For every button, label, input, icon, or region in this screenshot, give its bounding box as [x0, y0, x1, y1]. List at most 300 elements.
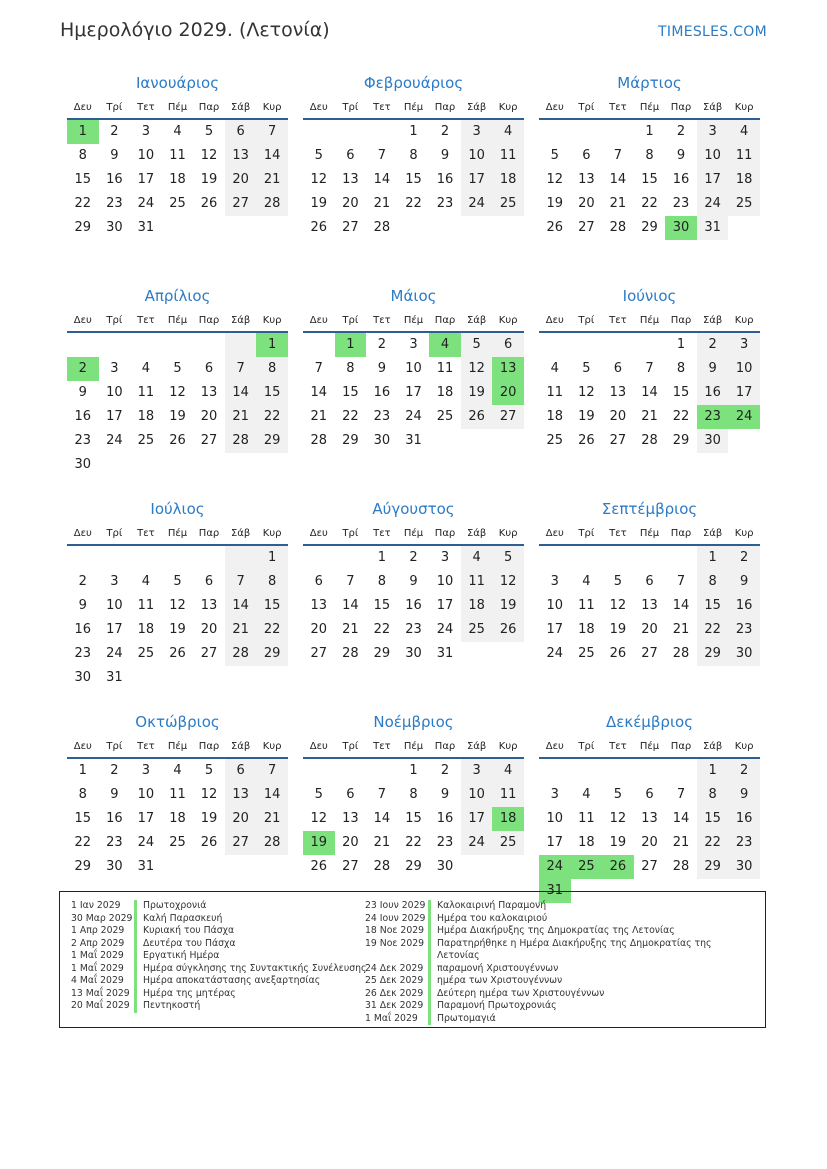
- day-cell: 2: [728, 546, 760, 570]
- legend-date: 19 Νοε 2029: [365, 937, 425, 949]
- day-cell: 14: [310, 385, 328, 400]
- empty-day-cell: [130, 546, 162, 570]
- day-cell: 30: [728, 642, 760, 666]
- empty-day-cell: [225, 216, 257, 240]
- empty-day-cell: [67, 333, 99, 357]
- weekday-label: Τετ: [137, 740, 155, 752]
- day-cell: 13: [578, 172, 595, 187]
- weekday-label: Κυρ: [498, 314, 518, 326]
- month-name: Οκτώβριος: [135, 713, 220, 731]
- day-cell: 25: [492, 192, 524, 216]
- legend-name: Ημέρα αποκατάστασης ανεξαρτησίας: [143, 975, 321, 986]
- day-cell: 20: [200, 622, 218, 637]
- day-cell: 18: [492, 168, 524, 192]
- day-cell: 3: [728, 333, 760, 357]
- day-cell: 17: [697, 168, 729, 192]
- empty-day-cell: [461, 642, 493, 666]
- day-cell: 19: [200, 172, 218, 187]
- day-cell: 5: [492, 546, 524, 570]
- day-cell: 21: [609, 196, 627, 211]
- empty-day-cell: [193, 453, 225, 477]
- day-cell: 24: [728, 405, 760, 429]
- weekday-label: Τετ: [373, 101, 391, 113]
- day-cell: 27: [492, 405, 524, 429]
- day-cell: 6: [645, 574, 654, 589]
- day-cell: 20: [200, 409, 218, 424]
- day-cell: 24: [539, 855, 571, 879]
- days-grid: [67, 120, 288, 240]
- day-cell: 12: [461, 357, 493, 381]
- legend-date: 1 Μαΐ 2029: [71, 962, 124, 974]
- weekday-label: Παρ: [198, 740, 220, 752]
- legend-date: 13 Μαΐ 2029: [71, 987, 130, 999]
- day-cell: 19: [169, 409, 186, 424]
- weekday-header: [539, 735, 760, 759]
- day-cell: 12: [169, 385, 186, 400]
- day-cell: 14: [672, 811, 690, 826]
- weekday-label: Τρί: [342, 740, 359, 752]
- day-cell: 18: [137, 622, 155, 637]
- days-grid: [539, 546, 760, 666]
- empty-day-cell: [193, 855, 225, 879]
- day-cell: 20: [225, 168, 257, 192]
- day-cell: 15: [373, 598, 391, 613]
- empty-day-cell: [162, 333, 194, 357]
- weekday-label: Παρ: [198, 101, 220, 113]
- legend-item: [71, 900, 371, 913]
- day-cell: 1: [256, 333, 288, 357]
- day-cell: 16: [74, 409, 92, 424]
- day-cell: 17: [436, 598, 454, 613]
- day-cell: 14: [256, 144, 288, 168]
- legend-item: [365, 988, 755, 1001]
- day-cell: 8: [78, 787, 87, 802]
- empty-day-cell: [67, 546, 99, 570]
- day-cell: 22: [373, 622, 391, 637]
- day-cell: 2: [697, 333, 729, 357]
- legend-color-marker: [428, 913, 431, 926]
- empty-day-cell: [602, 333, 634, 357]
- day-cell: 5: [613, 574, 623, 589]
- legend-name: Πεντηκοστή: [143, 1000, 201, 1011]
- day-cell: 4: [461, 546, 493, 570]
- empty-day-cell: [162, 453, 194, 477]
- legend-name: ημέρα των Χριστουγέννων: [437, 975, 563, 986]
- legend-column-right: [365, 900, 755, 1025]
- day-cell: 11: [578, 811, 595, 826]
- weekday-label: Τετ: [609, 314, 627, 326]
- legend-item: [71, 950, 371, 963]
- weekday-label: Πέμ: [403, 314, 424, 326]
- day-cell: 15: [74, 811, 92, 826]
- day-cell: 4: [492, 120, 524, 144]
- legend-date: 18 Νοε 2029: [365, 925, 425, 936]
- day-cell: 8: [697, 783, 729, 807]
- month-name: Νοέμβριος: [373, 713, 454, 731]
- day-cell: 26: [200, 196, 218, 211]
- site-link[interactable]: TIMESLES.COM: [658, 24, 767, 40]
- day-cell: 28: [672, 859, 690, 874]
- empty-day-cell: [130, 666, 162, 690]
- day-cell: 11: [578, 598, 595, 613]
- day-cell: 29: [405, 859, 422, 874]
- day-cell: 18: [728, 168, 760, 192]
- day-cell: 11: [728, 144, 760, 168]
- day-cell: 27: [342, 220, 359, 235]
- weekday-label: Σάβ: [702, 740, 723, 752]
- day-cell: 6: [314, 574, 323, 589]
- day-cell: 3: [141, 763, 151, 778]
- day-cell: 16: [728, 594, 760, 618]
- day-cell: 27: [578, 220, 595, 235]
- day-cell: 14: [256, 783, 288, 807]
- day-cell: 31: [539, 879, 571, 903]
- days-grid: [539, 120, 760, 240]
- day-cell: 5: [173, 361, 182, 376]
- day-cell: 16: [106, 172, 123, 187]
- day-cell: 3: [110, 361, 119, 376]
- day-cell: 9: [78, 385, 87, 400]
- day-cell: 3: [409, 337, 418, 352]
- day-cell: 8: [409, 148, 418, 163]
- day-cell: 12: [200, 787, 218, 802]
- days-grid: [539, 333, 760, 453]
- day-cell: 11: [492, 783, 524, 807]
- day-cell: 27: [609, 433, 627, 448]
- weekday-label: Τρί: [106, 740, 123, 752]
- month-calendar: [539, 496, 760, 709]
- days-grid: [303, 546, 524, 666]
- weekday-label: Τετ: [373, 314, 391, 326]
- day-cell: 25: [492, 831, 524, 855]
- day-cell: 12: [492, 570, 524, 594]
- day-cell: 9: [440, 148, 450, 163]
- legend-color-marker: [428, 1000, 431, 1013]
- day-cell: 15: [342, 385, 359, 400]
- weekday-header: [539, 522, 760, 546]
- weekday-label: Σάβ: [466, 101, 487, 113]
- weekday-label: Κυρ: [498, 740, 518, 752]
- day-cell: 21: [256, 807, 288, 831]
- legend-date: 4 Μαΐ 2029: [71, 975, 124, 986]
- day-cell: 26: [461, 405, 493, 429]
- weekday-header: [67, 735, 288, 759]
- legend-item: [365, 938, 755, 963]
- day-cell: 26: [492, 618, 524, 642]
- day-cell: 10: [697, 144, 729, 168]
- day-cell: 24: [405, 409, 422, 424]
- day-cell: 27: [225, 192, 257, 216]
- days-grid: [303, 120, 524, 240]
- day-cell: 7: [314, 361, 323, 376]
- weekday-label: Σάβ: [230, 527, 251, 539]
- weekday-label: Σάβ: [230, 314, 251, 326]
- day-cell: 1: [409, 124, 418, 139]
- day-cell: 17: [461, 168, 493, 192]
- legend-item: [365, 913, 755, 926]
- empty-day-cell: [130, 333, 162, 357]
- legend-date: 1 Απρ 2029: [71, 925, 125, 936]
- day-cell: 31: [405, 433, 422, 448]
- weekday-label: Παρ: [670, 314, 692, 326]
- day-cell: 4: [141, 574, 151, 589]
- day-cell: 19: [200, 811, 218, 826]
- weekday-label: Δευ: [73, 527, 92, 539]
- day-cell: 27: [225, 831, 257, 855]
- day-cell: 23: [405, 622, 422, 637]
- day-cell: 9: [110, 148, 119, 163]
- months-grid: [67, 70, 761, 922]
- day-cell: 10: [436, 574, 454, 589]
- weekday-label: Δευ: [545, 101, 564, 113]
- holiday-legend: [59, 891, 766, 1028]
- day-cell: 28: [225, 429, 257, 453]
- day-cell: 19: [461, 381, 493, 405]
- empty-day-cell: [335, 546, 367, 570]
- weekday-label: Τρί: [106, 314, 123, 326]
- day-cell: 21: [342, 622, 359, 637]
- legend-date: 1 Μαΐ 2029: [365, 1012, 418, 1024]
- day-cell: 15: [405, 172, 422, 187]
- weekday-label: Σάβ: [466, 527, 487, 539]
- empty-day-cell: [602, 120, 634, 144]
- day-cell: 20: [641, 622, 658, 637]
- day-cell: 17: [137, 172, 155, 187]
- weekday-label: Δευ: [73, 101, 92, 113]
- day-cell: 30: [74, 670, 92, 685]
- legend-item: [71, 938, 371, 951]
- day-cell: 12: [609, 598, 627, 613]
- day-cell: 24: [137, 835, 155, 850]
- day-cell: 12: [169, 598, 186, 613]
- day-cell: 24: [137, 196, 155, 211]
- day-cell: 4: [582, 574, 591, 589]
- day-cell: 29: [256, 429, 288, 453]
- day-cell: 4: [728, 120, 760, 144]
- day-cell: 28: [256, 831, 288, 855]
- day-cell: 4: [173, 124, 182, 139]
- day-cell: 17: [461, 807, 493, 831]
- days-grid: [303, 759, 524, 879]
- empty-day-cell: [335, 759, 367, 783]
- weekday-label: Πέμ: [639, 527, 660, 539]
- day-cell: 14: [342, 598, 359, 613]
- day-cell: 11: [436, 361, 454, 376]
- day-cell: 26: [200, 835, 218, 850]
- day-cell: 14: [225, 594, 257, 618]
- empty-day-cell: [193, 216, 225, 240]
- weekday-label: Παρ: [434, 101, 456, 113]
- weekday-label: Τρί: [578, 101, 595, 113]
- weekday-label: Σάβ: [466, 740, 487, 752]
- month-name: Μάρτιος: [617, 74, 682, 92]
- day-cell: 23: [672, 196, 690, 211]
- month-calendar: [303, 496, 524, 709]
- day-cell: 30: [405, 646, 422, 661]
- legend-color-marker: [134, 1000, 137, 1013]
- day-cell: 23: [436, 196, 454, 211]
- legend-color-marker: [428, 938, 431, 963]
- empty-day-cell: [492, 429, 524, 453]
- legend-item: [365, 963, 755, 976]
- month-calendar: [67, 283, 288, 496]
- legend-date: 25 Δεκ 2029: [365, 975, 424, 986]
- month-calendar: [539, 283, 760, 496]
- day-cell: 11: [492, 144, 524, 168]
- day-cell: 5: [582, 361, 591, 376]
- weekday-label: Δευ: [309, 314, 328, 326]
- empty-day-cell: [303, 759, 335, 783]
- empty-day-cell: [162, 855, 194, 879]
- day-cell: 3: [110, 574, 119, 589]
- day-cell: 22: [74, 835, 92, 850]
- weekday-label: Κυρ: [734, 740, 754, 752]
- day-cell: 14: [641, 385, 658, 400]
- month-calendar: [67, 70, 288, 283]
- empty-day-cell: [539, 120, 571, 144]
- day-cell: 22: [697, 618, 729, 642]
- weekday-label: Κυρ: [262, 101, 282, 113]
- legend-column-left: [71, 900, 371, 1013]
- weekday-label: Τρί: [106, 527, 123, 539]
- day-cell: 30: [74, 457, 92, 472]
- empty-day-cell: [634, 333, 666, 357]
- legend-item: [71, 1000, 371, 1013]
- day-cell: 30: [728, 855, 760, 879]
- day-cell: 29: [342, 433, 359, 448]
- day-cell: 7: [377, 148, 387, 163]
- day-cell: 20: [492, 381, 524, 405]
- legend-color-marker: [134, 975, 137, 988]
- day-cell: 23: [74, 646, 92, 661]
- weekday-label: Τρί: [106, 101, 123, 113]
- day-cell: 13: [310, 598, 328, 613]
- day-cell: 21: [672, 622, 690, 637]
- weekday-label: Πέμ: [403, 101, 424, 113]
- weekday-label: Δευ: [309, 101, 328, 113]
- day-cell: 31: [697, 216, 729, 240]
- day-cell: 25: [436, 409, 454, 424]
- weekday-label: Σάβ: [702, 527, 723, 539]
- day-cell: 21: [641, 409, 658, 424]
- day-cell: 15: [641, 172, 658, 187]
- weekday-label: Σάβ: [230, 740, 251, 752]
- day-cell: 28: [672, 646, 690, 661]
- day-cell: 1: [67, 120, 99, 144]
- day-cell: 9: [697, 357, 729, 381]
- day-cell: 25: [728, 192, 760, 216]
- day-cell: 21: [672, 835, 690, 850]
- legend-name: Ημέρα σύγκλησης της Συντακτικής Συνέλευσης: [143, 962, 367, 974]
- day-cell: 18: [546, 409, 564, 424]
- weekday-label: Παρ: [670, 527, 692, 539]
- day-cell: 16: [697, 381, 729, 405]
- day-cell: 2: [110, 124, 119, 139]
- legend-item: [365, 1000, 755, 1013]
- day-cell: 8: [645, 148, 654, 163]
- day-cell: 28: [310, 433, 328, 448]
- weekday-label: Κυρ: [734, 314, 754, 326]
- legend-date: 30 Μαρ 2029: [71, 912, 133, 924]
- legend-color-marker: [428, 900, 431, 913]
- day-cell: 23: [106, 196, 123, 211]
- month-calendar: [303, 283, 524, 496]
- empty-day-cell: [461, 429, 493, 453]
- legend-name: Πρωτοχρονιά: [143, 900, 207, 911]
- day-cell: 6: [492, 333, 524, 357]
- day-cell: 4: [141, 361, 151, 376]
- day-cell: 13: [641, 598, 658, 613]
- empty-day-cell: [335, 120, 367, 144]
- day-cell: 28: [373, 859, 391, 874]
- day-cell: 24: [106, 433, 123, 448]
- legend-color-marker: [134, 963, 137, 976]
- day-cell: 15: [405, 811, 422, 826]
- legend-color-marker: [134, 950, 137, 963]
- empty-day-cell: [303, 546, 335, 570]
- day-cell: 16: [106, 811, 123, 826]
- day-cell: 24: [461, 192, 493, 216]
- day-cell: 17: [106, 409, 123, 424]
- empty-day-cell: [256, 216, 288, 240]
- day-cell: 23: [74, 433, 92, 448]
- empty-day-cell: [571, 546, 603, 570]
- day-cell: 7: [377, 787, 387, 802]
- weekday-label: Τρί: [578, 527, 595, 539]
- weekday-label: Παρ: [670, 740, 692, 752]
- day-cell: 1: [697, 546, 729, 570]
- day-cell: 11: [461, 570, 493, 594]
- day-cell: 3: [141, 124, 151, 139]
- days-grid: [539, 759, 760, 903]
- day-cell: 18: [461, 594, 493, 618]
- day-cell: 8: [676, 361, 686, 376]
- day-cell: 12: [609, 811, 627, 826]
- legend-name: Εργατική Ημέρα: [143, 950, 220, 961]
- day-cell: 27: [310, 646, 328, 661]
- day-cell: 20: [225, 807, 257, 831]
- day-cell: 18: [578, 622, 595, 637]
- empty-day-cell: [256, 666, 288, 690]
- empty-day-cell: [225, 666, 257, 690]
- days-grid: [67, 546, 288, 690]
- day-cell: 20: [609, 409, 627, 424]
- day-cell: 11: [169, 148, 186, 163]
- empty-day-cell: [602, 759, 634, 783]
- weekday-label: Δευ: [73, 314, 92, 326]
- weekday-header: [67, 522, 288, 546]
- day-cell: 8: [78, 148, 87, 163]
- day-cell: 13: [641, 811, 658, 826]
- day-cell: 18: [137, 409, 155, 424]
- day-cell: 4: [173, 763, 182, 778]
- day-cell: 22: [256, 405, 288, 429]
- day-cell: 12: [546, 172, 564, 187]
- day-cell: 1: [78, 763, 87, 778]
- day-cell: 8: [256, 570, 288, 594]
- day-cell: 23: [106, 835, 123, 850]
- empty-day-cell: [539, 333, 571, 357]
- month-name: Ιούλιος: [150, 500, 205, 518]
- day-cell: 19: [546, 196, 564, 211]
- days-grid: [303, 333, 524, 453]
- day-cell: 24: [106, 646, 123, 661]
- day-cell: 21: [373, 835, 391, 850]
- day-cell: 17: [137, 811, 155, 826]
- day-cell: 20: [342, 196, 359, 211]
- day-cell: 16: [672, 172, 690, 187]
- day-cell: 26: [169, 433, 186, 448]
